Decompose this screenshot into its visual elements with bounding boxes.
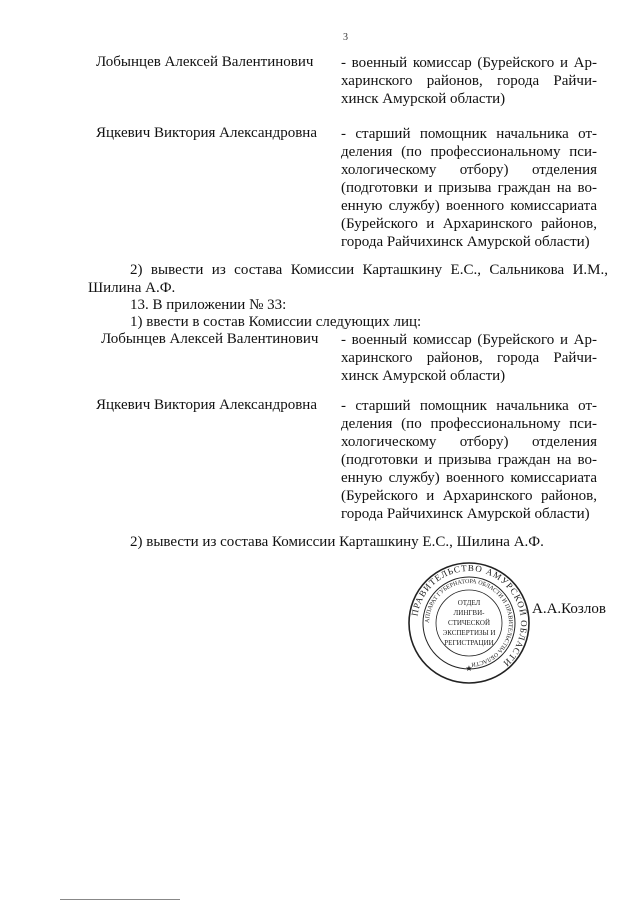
seal-center-line: ЭКСПЕРТИЗЫ И bbox=[442, 629, 496, 637]
section-intro: 1) ввести в состав Комиссии следующих лиц: bbox=[130, 314, 422, 330]
member-description: - военный комиссар (Бурейского и Ар- харинского районов, города Райчи- хинск Амурской области) bbox=[341, 55, 597, 107]
member-description: - старший помощник начальника от- деления (по профессиональному пси- хологическому отбору) отделения (подготовки и призыва граждан на во- енную службу) военного комиссариата (Бурейского и Архаринского районов, города Райчихинск Амурской области) bbox=[341, 126, 597, 250]
seal-center-line: СТИЧЕСКОЙ bbox=[447, 619, 491, 627]
remove-clause: 2) вывести из состава Комиссии Карташкину Е.С., Сальникова И.М., bbox=[130, 262, 608, 278]
member-name: Лобынцев Алексей Валентинович bbox=[101, 331, 319, 347]
member-name: Яцкевич Виктория Александровна bbox=[96, 125, 317, 141]
official-seal bbox=[407, 561, 531, 685]
member-name: Яцкевич Виктория Александровна bbox=[96, 397, 317, 413]
member-description: - военный комиссар (Бурейского и Ар- харинского районов, города Райчи- хинск Амурской области) bbox=[341, 332, 597, 384]
seal-center-line: ЛИНГВИ- bbox=[453, 609, 485, 617]
member-name: Лобынцев Алексей Валентинович bbox=[96, 54, 314, 70]
signature-name: А.А.Козлов bbox=[532, 601, 606, 617]
seal-center-line: ОТДЕЛ bbox=[457, 599, 481, 607]
remove-clause: 2) вывести из состава Комиссии Карташкину Е.С., Шилина А.Ф. bbox=[130, 534, 544, 550]
footer-rule bbox=[60, 899, 180, 900]
seal-inner-text: АППАРАТ ГУБЕРНАТОРА ОБЛАСТИ И ПРАВИТЕЛЬСТВА ОБЛАСТИ bbox=[424, 578, 514, 667]
remove-clause-continuation: Шилина А.Ф. bbox=[88, 280, 176, 296]
seal-outer-text: ПРАВИТЕЛЬСТВО АМУРСКОЙ ОБЛАСТИ bbox=[409, 562, 530, 669]
page-number: 3 bbox=[343, 32, 348, 43]
member-description: - старший помощник начальника от- деления (по профессиональному пси- хологическому отбору) отделения (подготовки и призыва граждан на во- енную службу) военного комиссариата (Бурейского и Архаринского районов, города Райчихинск Амурской области) bbox=[341, 398, 597, 522]
seal-star-icon: ★ bbox=[465, 664, 473, 673]
section-heading: 13. В приложении № 33: bbox=[130, 297, 287, 313]
seal-center-line: РЕГИСТРАЦИИ bbox=[444, 639, 494, 647]
